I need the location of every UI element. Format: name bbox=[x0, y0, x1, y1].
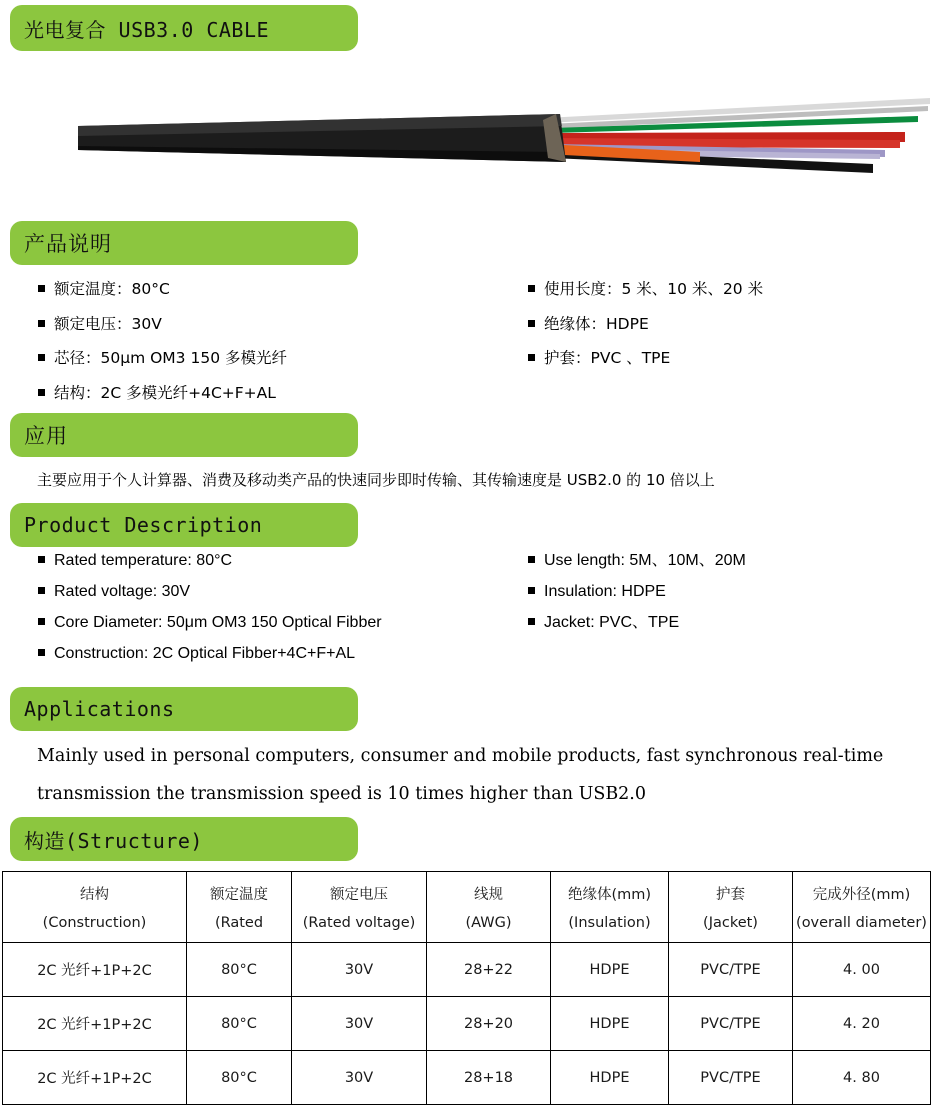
header-label-cn: 完成外径(mm) bbox=[812, 887, 911, 903]
list-item bbox=[38, 282, 287, 298]
list-item bbox=[38, 351, 287, 367]
spec-list-en-left bbox=[38, 553, 382, 677]
spec-text: Jacket: PVC、TPE bbox=[544, 614, 680, 631]
spec-text: 额定温度：80°C bbox=[54, 280, 170, 298]
header-label-en: (Rated bbox=[214, 915, 264, 931]
spec-list-cn-left bbox=[38, 282, 287, 420]
square-bullet-icon bbox=[528, 354, 535, 361]
spec-text: Insulation: HDPE bbox=[544, 583, 666, 600]
list-item bbox=[528, 553, 746, 569]
table-cell: 30V bbox=[292, 1051, 427, 1105]
spec-list-en-right bbox=[528, 553, 746, 646]
spec-text: 额定电压：30V bbox=[54, 314, 162, 333]
square-bullet-icon bbox=[38, 354, 45, 361]
table-cell: 28+20 bbox=[427, 997, 551, 1051]
table-cell: HDPE bbox=[551, 943, 669, 997]
spec-text: 护套：PVC 、TPE bbox=[544, 349, 671, 367]
square-bullet-icon bbox=[528, 320, 535, 327]
cable-product-image bbox=[0, 78, 941, 178]
section-banner-product-description-cn bbox=[10, 221, 358, 265]
square-bullet-icon bbox=[38, 320, 45, 327]
table-cell: 80°C bbox=[187, 943, 292, 997]
section-title-structure: 构造(Structure) bbox=[24, 828, 203, 853]
header-label-en: (Jacket) bbox=[703, 915, 758, 931]
table-cell: 28+18 bbox=[427, 1051, 551, 1105]
list-item bbox=[38, 383, 287, 402]
table-header-cell bbox=[3, 872, 187, 943]
table-header-cell bbox=[427, 872, 551, 943]
header-label-en: (Construction) bbox=[42, 915, 147, 931]
table-cell: 2C 光纤+1P+2C bbox=[3, 997, 187, 1051]
list-item bbox=[38, 646, 382, 662]
spec-text: 使用长度：5 米、10 米、20 米 bbox=[544, 280, 764, 298]
list-item bbox=[38, 314, 287, 333]
table-cell: 80°C bbox=[187, 997, 292, 1051]
header-label-en: (Insulation) bbox=[568, 915, 651, 931]
spec-text: 绝缘体：HDPE bbox=[544, 314, 649, 333]
list-item bbox=[528, 584, 746, 600]
square-bullet-icon bbox=[528, 618, 535, 625]
list-item bbox=[528, 615, 746, 631]
list-item bbox=[38, 584, 382, 600]
table-row bbox=[3, 997, 931, 1051]
table-cell: HDPE bbox=[551, 997, 669, 1051]
table-cell: 4. 20 bbox=[793, 997, 931, 1051]
section-banner-applications-en bbox=[10, 687, 358, 731]
spec-list-cn-right bbox=[528, 282, 763, 386]
header-label-cn: 绝缘体(mm) bbox=[567, 887, 652, 903]
table-cell: 28+22 bbox=[427, 943, 551, 997]
table-header-cell bbox=[551, 872, 669, 943]
header-label-cn: 护套 bbox=[716, 887, 745, 903]
table-cell: 30V bbox=[292, 943, 427, 997]
table-cell: HDPE bbox=[551, 1051, 669, 1105]
header-label-cn: 结构 bbox=[80, 887, 109, 903]
table-cell: PVC/TPE bbox=[669, 1051, 793, 1105]
header-label-cn: 额定温度 bbox=[210, 887, 268, 903]
header-label-cn: 额定电压 bbox=[330, 887, 388, 903]
spec-text: Construction: 2C Optical Fibber+4C+F+AL bbox=[54, 645, 356, 662]
header-label-en: (AWG) bbox=[465, 915, 512, 931]
square-bullet-icon bbox=[38, 285, 45, 292]
square-bullet-icon bbox=[38, 649, 45, 656]
square-bullet-icon bbox=[528, 285, 535, 292]
table-row bbox=[3, 1051, 931, 1105]
square-bullet-icon bbox=[38, 389, 45, 396]
list-item bbox=[38, 553, 382, 569]
list-item bbox=[528, 282, 763, 298]
square-bullet-icon bbox=[38, 618, 45, 625]
spec-text: Rated temperature: 80°C bbox=[54, 552, 233, 569]
table-header-row bbox=[3, 872, 931, 943]
header-label-cn: 线规 bbox=[474, 887, 503, 903]
structure-table bbox=[2, 871, 931, 1105]
table-header-cell bbox=[187, 872, 292, 943]
spec-text: Use length: 5M、10M、20M bbox=[544, 552, 746, 569]
section-banner-application-cn bbox=[10, 413, 358, 457]
applications-en-body: Mainly used in personal computers, consumer and mobile products, fast synchronous real-time transmission the transmission speed is 10 times higher than USB2.0 bbox=[37, 746, 884, 804]
cable-illustration bbox=[0, 78, 941, 178]
square-bullet-icon bbox=[528, 587, 535, 594]
table-cell: 30V bbox=[292, 997, 427, 1051]
page-title-banner bbox=[10, 5, 358, 51]
square-bullet-icon bbox=[38, 587, 45, 594]
table-cell: 2C 光纤+1P+2C bbox=[3, 1051, 187, 1105]
table-header-cell bbox=[669, 872, 793, 943]
table-header-cell bbox=[292, 872, 427, 943]
table-cell: PVC/TPE bbox=[669, 943, 793, 997]
table-cell: 80°C bbox=[187, 1051, 292, 1105]
list-item bbox=[528, 314, 763, 333]
table-header-cell bbox=[793, 872, 931, 943]
square-bullet-icon bbox=[528, 556, 535, 563]
page-title: 光电复合 USB3.0 CABLE bbox=[24, 17, 270, 42]
section-title-product-description-en: Product Description bbox=[24, 513, 263, 537]
section-banner-structure bbox=[10, 817, 358, 861]
spec-text: Rated voltage: 30V bbox=[54, 583, 191, 600]
table-row bbox=[3, 943, 931, 997]
square-bullet-icon bbox=[38, 556, 45, 563]
section-title-applications-en: Applications bbox=[24, 697, 175, 721]
table-cell: 2C 光纤+1P+2C bbox=[3, 943, 187, 997]
spec-text: 结构：2C 多模光纤+4C+F+AL bbox=[54, 383, 276, 402]
spec-text: Core Diameter: 50μm OM3 150 Optical Fibber bbox=[54, 614, 382, 631]
section-banner-product-description-en bbox=[10, 503, 358, 547]
section-title-application-cn: 应用 bbox=[24, 424, 68, 448]
list-item bbox=[38, 615, 382, 631]
table-cell: 4. 00 bbox=[793, 943, 931, 997]
spec-text: 芯径：50μm OM3 150 多模光纤 bbox=[54, 349, 287, 367]
table-cell: PVC/TPE bbox=[669, 997, 793, 1051]
table-cell: 4. 80 bbox=[793, 1051, 931, 1105]
list-item bbox=[528, 351, 763, 367]
header-label-en: (Rated voltage) bbox=[302, 915, 416, 931]
section-title-product-description-cn: 产品说明 bbox=[24, 232, 112, 256]
application-cn-body: 主要应用于个人计算器、消费及移动类产品的快速同步即时传输、其传输速度是 USB2.0 的 10 倍以上 bbox=[37, 471, 715, 489]
header-label-en: (overall diameter) bbox=[796, 915, 927, 931]
